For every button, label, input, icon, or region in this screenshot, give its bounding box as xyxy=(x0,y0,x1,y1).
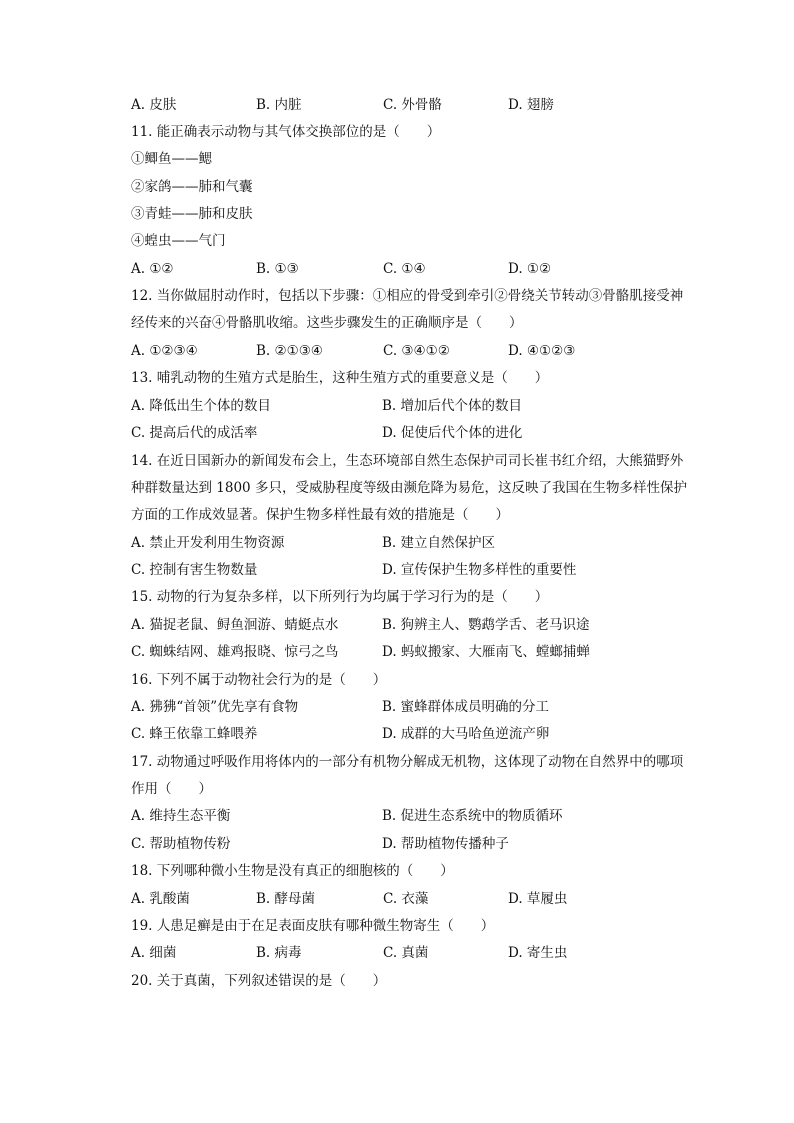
q10-option-b: B. 内脏 xyxy=(256,97,302,113)
q19-option-a: A. 细菌 xyxy=(131,945,177,961)
q10-option-c: C. 外骨骼 xyxy=(383,97,442,113)
q12-option-d: D. ④①②③ xyxy=(508,343,576,359)
q18-option-b: B. 酵母菌 xyxy=(256,891,316,907)
q18-option-a: A. 乳酸菌 xyxy=(131,891,190,907)
q14-stem-line2: 种群数量达到 1800 多只，受威胁程度等级由濒危降为易危，这反映了我国在生物多样性保护 xyxy=(131,480,687,496)
q10-option-a: A. 皮肤 xyxy=(131,97,177,113)
q16-stem: 16. 下列不属于动物社会行为的是（ ） xyxy=(131,672,387,688)
q17-stem-line1: 17. 动物通过呼吸作用将体内的一部分有机物分解成无机物，这体现了动物在自然界中的哪项 xyxy=(131,754,684,770)
q15-option-d: D. 蚂蚁搬家、大雁南飞、螳螂捕蝉 xyxy=(382,644,590,660)
q13-option-a: A. 降低出生个体的数目 xyxy=(131,398,271,414)
q12-option-c: C. ③④①② xyxy=(383,343,450,359)
q11-item-2: ②家鸽——肺和气囊 xyxy=(131,179,253,195)
q11-option-d: D. ①② xyxy=(508,261,552,277)
q15-option-a: A. 猫捉老鼠、鲟鱼洄游、蜻蜓点水 xyxy=(131,617,339,633)
q14-stem-line1: 14. 在近日国新办的新闻发布会上，生态环境部自然生态保护司司长崔书红介绍，大熊猫野外 xyxy=(131,453,684,469)
q17-option-d: D. 帮助植物传播种子 xyxy=(382,836,509,852)
q18-option-c: C. 衣藻 xyxy=(383,891,429,907)
q13-stem: 13. 哺乳动物的生殖方式是胎生，这种生殖方式的重要意义是（ ） xyxy=(131,370,549,386)
q16-option-d: D. 成群的大马哈鱼逆流产卵 xyxy=(382,726,550,742)
q12-option-a: A. ①②③④ xyxy=(131,343,198,359)
q19-option-d: D. 寄生虫 xyxy=(508,945,568,961)
q11-item-4: ④蝗虫——气门 xyxy=(131,233,226,249)
q12-stem-line2: 经传来的兴奋④骨骼肌收缩。这些步骤发生的正确顺序是（ ） xyxy=(131,315,523,331)
q17-option-b: B. 促进生态系统中的物质循环 xyxy=(382,808,563,824)
q15-stem: 15. 动物的行为复杂多样，以下所列行为均属于学习行为的是（ ） xyxy=(131,589,549,605)
q12-stem-line1: 12. 当你做屈肘动作时，包括以下步骤：①相应的骨受到牵引②骨绕关节转动③骨骼肌接受神 xyxy=(131,288,684,304)
q16-option-a: A. 狒狒“首领”优先享有食物 xyxy=(131,699,299,715)
q17-option-c: C. 帮助植物传粉 xyxy=(131,836,231,852)
q18-option-d: D. 草履虫 xyxy=(508,891,568,907)
q17-stem-line2: 作用（ ） xyxy=(131,781,212,797)
q19-option-c: C. 真菌 xyxy=(383,945,429,961)
q14-option-b: B. 建立自然保护区 xyxy=(382,535,496,551)
q17-option-a: A. 维持生态平衡 xyxy=(131,808,231,824)
q11-option-c: C. ①④ xyxy=(383,261,426,277)
q11-stem: 11. 能正确表示动物与其气体交换部位的是（ ） xyxy=(131,124,441,140)
q15-option-c: C. 蜘蛛结网、雄鸡报晓、惊弓之鸟 xyxy=(131,644,339,660)
q13-option-d: D. 促使后代个体的进化 xyxy=(382,425,523,441)
q11-option-a: A. ①② xyxy=(131,261,174,277)
q14-stem-line3: 方面的工作成效显著。保护生物多样性最有效的措施是（ ） xyxy=(131,507,509,523)
q12-option-b: B. ②①③④ xyxy=(256,343,323,359)
q10-option-d: D. 翅膀 xyxy=(508,97,554,113)
q20-stem: 20. 关于真菌，下列叙述错误的是（ ） xyxy=(131,973,387,989)
q14-option-a: A. 禁止开发利用生物资源 xyxy=(131,535,285,551)
q15-option-b: B. 狗辨主人、鹦鹉学舌、老马识途 xyxy=(382,617,590,633)
q19-option-b: B. 病毒 xyxy=(256,945,302,961)
q18-stem: 18. 下列哪种微小生物是没有真正的细胞核的（ ） xyxy=(131,863,454,879)
q19-stem: 19. 人患足癣是由于在足表面皮肤有哪种微生物寄生（ ） xyxy=(131,918,495,934)
q13-option-b: B. 增加后代个体的数目 xyxy=(382,398,523,414)
q13-option-c: C. 提高后代的成活率 xyxy=(131,425,258,441)
q16-option-c: C. 蜂王依靠工蜂喂养 xyxy=(131,726,258,742)
q14-option-d: D. 宣传保护生物多样性的重要性 xyxy=(382,562,577,578)
q14-option-c: C. 控制有害生物数量 xyxy=(131,562,258,578)
q16-option-b: B. 蜜蜂群体成员明确的分工 xyxy=(382,699,550,715)
q11-option-b: B. ①③ xyxy=(256,261,299,277)
q11-item-1: ①鲫鱼——鳃 xyxy=(131,151,212,167)
q11-item-3: ③青蛙——肺和皮肤 xyxy=(131,206,253,222)
